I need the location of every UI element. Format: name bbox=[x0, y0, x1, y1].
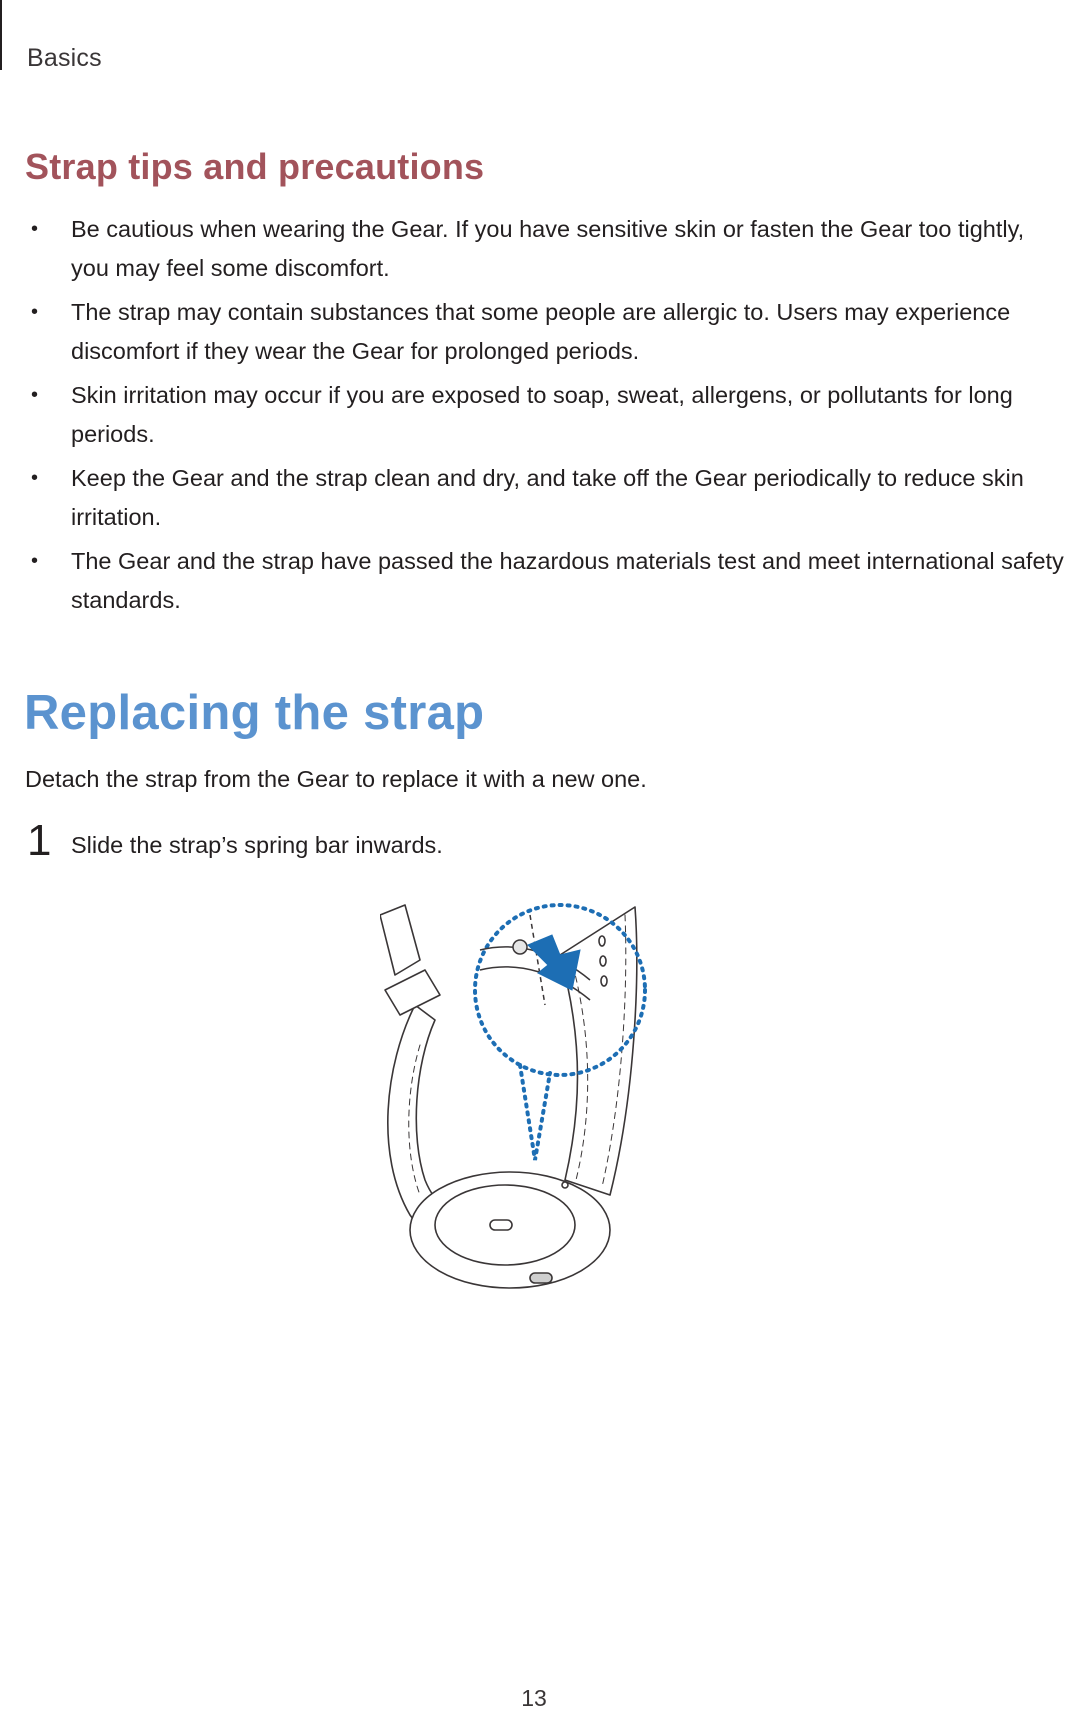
inward-arrow-icon bbox=[528, 935, 580, 990]
step-number: 1 bbox=[27, 816, 52, 865]
list-item-text: The strap may contain substances that some people are allergic to. Users may experience discomfort if they wear the Gear for prolonged periods. bbox=[71, 299, 1011, 364]
bullet-icon: • bbox=[31, 301, 39, 323]
list-item bbox=[25, 210, 1065, 288]
spring-bar-icon bbox=[513, 940, 527, 954]
list-item bbox=[25, 459, 1065, 537]
precautions-heading: Strap tips and precautions bbox=[25, 146, 485, 187]
running-head: Basics bbox=[27, 44, 102, 72]
bullet-icon: • bbox=[31, 550, 39, 572]
bullet-icon: • bbox=[31, 467, 39, 489]
sensor-icon bbox=[490, 1220, 512, 1230]
strap-keeper bbox=[385, 970, 440, 1015]
step-text: Slide the strap’s spring bar inwards. bbox=[71, 832, 443, 858]
list-item-text: Be cautious when wearing the Gear. If you have sensitive skin or fasten the Gear too tightly, you may feel some discomfort. bbox=[71, 216, 1025, 281]
list-item-text: Skin irritation may occur if you are exposed to soap, sweat, allergens, or pollutants for long periods. bbox=[71, 382, 1013, 447]
watch-strap-illustration bbox=[380, 895, 710, 1325]
margin-rule bbox=[0, 0, 2, 70]
page-number: 13 bbox=[521, 1685, 547, 1711]
callout-pointer bbox=[520, 1065, 550, 1160]
bullet-icon: • bbox=[31, 218, 39, 240]
precautions-list bbox=[25, 210, 1065, 625]
list-item-text: The Gear and the strap have passed the hazardous materials test and meet international safety standards. bbox=[71, 548, 1064, 613]
side-button bbox=[530, 1273, 552, 1283]
list-item bbox=[25, 293, 1065, 371]
replacing-strap-heading: Replacing the strap bbox=[24, 686, 485, 740]
strap-buckle bbox=[380, 905, 420, 975]
list-item bbox=[25, 542, 1065, 620]
list-item bbox=[25, 376, 1065, 454]
upper-strap bbox=[560, 907, 637, 1195]
intro-text: Detach the strap from the Gear to replace it with a new one. bbox=[25, 766, 647, 792]
list-item-text: Keep the Gear and the strap clean and dry, and take off the Gear periodically to reduce skin irritation. bbox=[71, 465, 1024, 530]
bullet-icon: • bbox=[31, 384, 39, 406]
